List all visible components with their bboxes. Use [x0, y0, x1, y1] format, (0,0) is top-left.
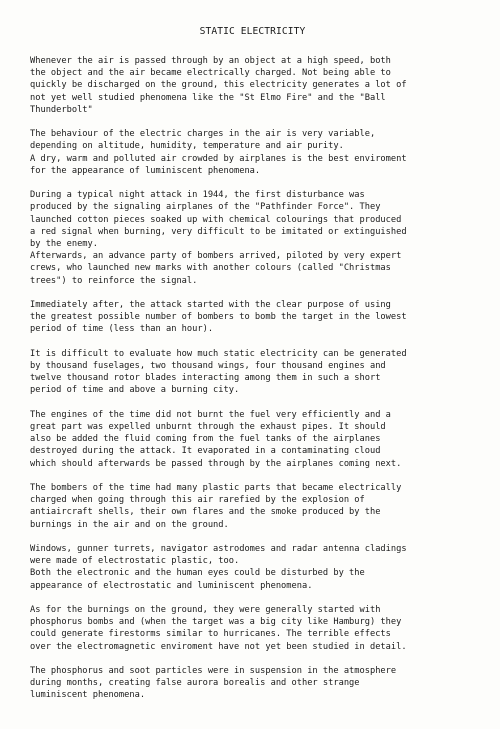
- paragraph-6: The engines of the time did not burnt the fuel very efficiently and a great part was expelled unburnt through the exhaust pipes. It should also be added the fluid coming from the fuel tanks of the airplanes destroyed during the attack. It evaporated in a contaminating cloud which should afterwards be passed through by the airplanes coming next.: [30, 409, 402, 469]
- paragraph-1: Whenever the air is passed through by an object at a high speed, both the object and the air became electrically charged. Not being able to quickly be discharged on the ground, this electricity generates a lot of not yet well studied phenomena like the "St Elmo Fire" and the "Ball Thunderbolt": [30, 56, 407, 115]
- paragraph-9: As for the burnings on the ground, they were generally started with phosphorus bombs and (when the target was a big city like Hamburg) they could generate firestorms similar to hurricanes. The terrible effects over the electromagnetic enviroment have not yet been studied in detail.: [30, 605, 407, 652]
- paragraph-2: The behaviour of the electric charges in the air is very variable, depending on altitude, humidity, temperature and air purity. A dry, warm and polluted air crowded by airplanes is the best enviroment for the appearance of luminiscent phenomena.: [30, 129, 407, 176]
- paragraph-5: It is difficult to evaluate how much static electricity can be generated by thousand fuselages, two thousand wings, four thousand engines and twelve thousand rotor blades interacting among them in such a short period of time and above a burning city.: [30, 348, 407, 396]
- page-title: STATIC ELECTRICITY: [199, 26, 306, 37]
- paragraph-10: The phosphorus and soot particles were in suspension in the atmosphere during months, creating false aurora borealis and other strange luminiscent phenomena.: [30, 666, 397, 701]
- paragraph-7: The bombers of the time had many plastic parts that became electrically charged when going through this air rarefied by the explosion of antiaircraft shells, their own flares and the smoke produced by the burnings in the air and on the ground.: [30, 483, 402, 530]
- paragraph-4: Immediately after, the attack started with the clear purpose of using the greatest possible number of bombers to bomb the target in the lowest period of time (less than an hour).: [30, 300, 407, 335]
- paragraph-8: Windows, gunner turrets, navigator astrodomes and radar antenna cladings were made of electrostatic plastic, too. Both the electronic and the human eyes could be disturbed by the appearance of electrostatic and luminiscent phenomena.: [30, 544, 407, 591]
- paragraph-3: During a typical night attack in 1944, the first disturbance was produced by the signaling airplanes of the "Pathfinder Force". They launched cotton pieces soaked up with chemical colourings that produced a red signal when burning, very difficult to be imitated or extinguished by the enemy. Afterwards, an advance party of bombers arrived, piloted by very expert crews, who launched new marks with another colours (called "Christmas trees") to reinforce the signal.: [30, 190, 407, 286]
